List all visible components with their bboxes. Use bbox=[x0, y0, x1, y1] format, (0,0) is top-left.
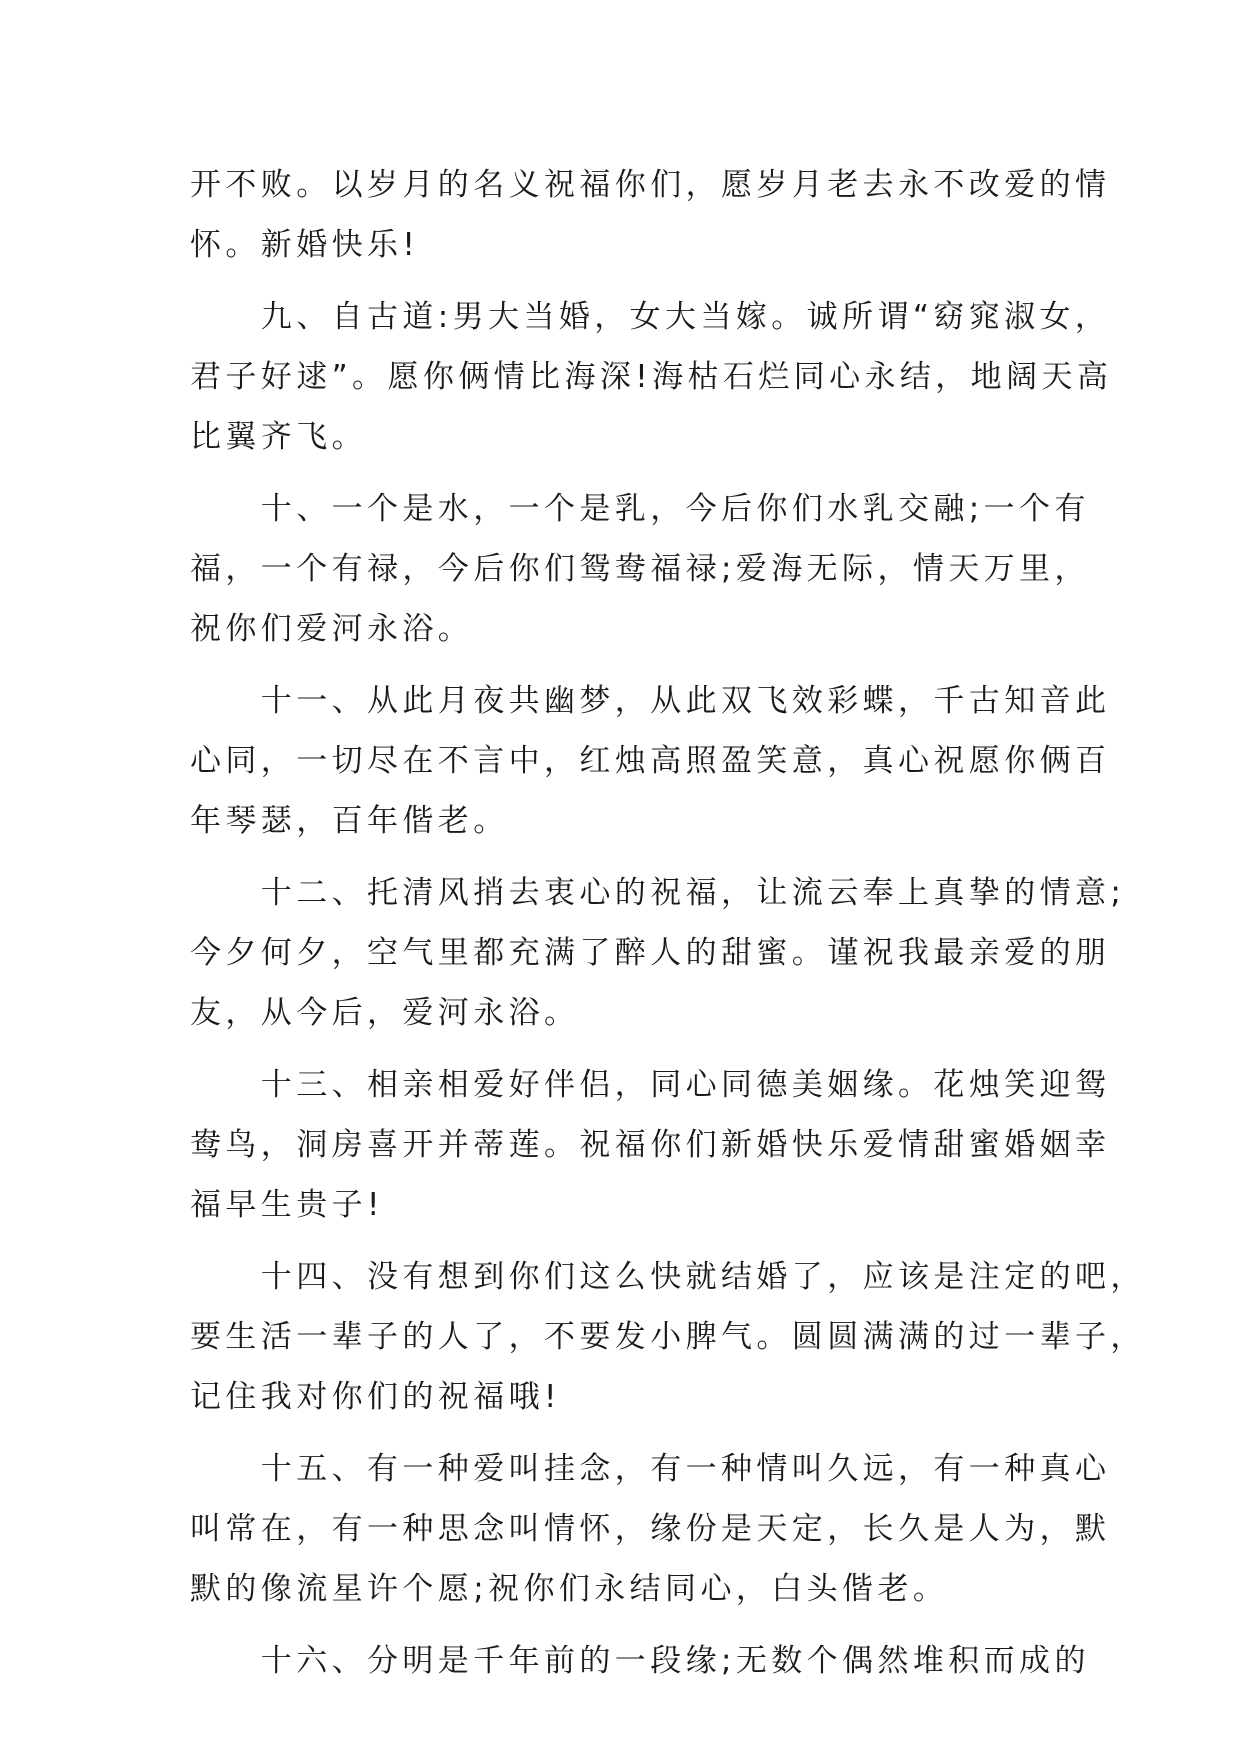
text-line: 心同，一切尽在不言中，红烛高照盈笑意，真心祝愿你俩百 bbox=[190, 743, 1111, 779]
text-line: 福，一个有禄，今后你们鸳鸯福禄;爱海无际，情天万里， bbox=[190, 551, 1090, 587]
text-line: 要生活一辈子的人了，不要发小脾气。圆圆满满的过一辈子， bbox=[190, 1319, 1146, 1355]
text-line: 十六、分明是千年前的一段缘;无数个偶然堆积而成的 bbox=[190, 1643, 1090, 1679]
text-line: 鸯鸟，洞房喜开并蒂莲。祝福你们新婚快乐爱情甜蜜婚姻幸 bbox=[190, 1127, 1111, 1163]
text-line: 开不败。以岁月的名义祝福你们，愿岁月老去永不改爱的情 bbox=[190, 167, 1111, 203]
text-line: 怀。新婚快乐! bbox=[190, 227, 420, 263]
text-line: 叫常在，有一种思念叫情怀，缘份是天定，长久是人为，默 bbox=[190, 1511, 1111, 1547]
text-line: 记住我对你们的祝福哦! bbox=[190, 1379, 561, 1415]
text-line: 十四、没有想到你们这么快就结婚了，应该是注定的吧， bbox=[190, 1259, 1146, 1295]
text-line: 默的像流星许个愿;祝你们永结同心，白头偕老。 bbox=[190, 1571, 949, 1607]
text-line: 比翼齐飞。 bbox=[190, 419, 367, 455]
text-line: 十、一个是水，一个是乳，今后你们水乳交融;一个有 bbox=[190, 491, 1090, 527]
text-line: 友，从今后，爱河永浴。 bbox=[190, 995, 580, 1031]
text-line: 君子好逑”。愿你俩情比海深!海枯石烂同心永结，地阔天高 bbox=[190, 359, 1113, 395]
text-line: 九、自古道:男大当婚，女大当嫁。诚所谓“窈窕淑女， bbox=[190, 299, 1111, 335]
text-line: 十一、从此月夜共幽梦，从此双飞效彩蝶，千古知音此 bbox=[190, 683, 1111, 719]
text-line: 十二、托清风捎去衷心的祝福，让流云奉上真挚的情意; bbox=[190, 875, 1126, 911]
text-line: 今夕何夕，空气里都充满了醉人的甜蜜。谨祝我最亲爱的朋 bbox=[190, 935, 1111, 971]
text-line: 年琴瑟，百年偕老。 bbox=[190, 803, 509, 839]
document-body bbox=[190, 155, 1146, 1691]
text-line: 十三、相亲相爱好伴侣，同心同德美姻缘。花烛笑迎鸳 bbox=[190, 1067, 1111, 1103]
text-line: 福早生贵子! bbox=[190, 1187, 384, 1223]
text-line: 祝你们爱河永浴。 bbox=[190, 611, 474, 647]
text-line: 十五、有一种爱叫挂念，有一种情叫久远，有一种真心 bbox=[190, 1451, 1111, 1487]
